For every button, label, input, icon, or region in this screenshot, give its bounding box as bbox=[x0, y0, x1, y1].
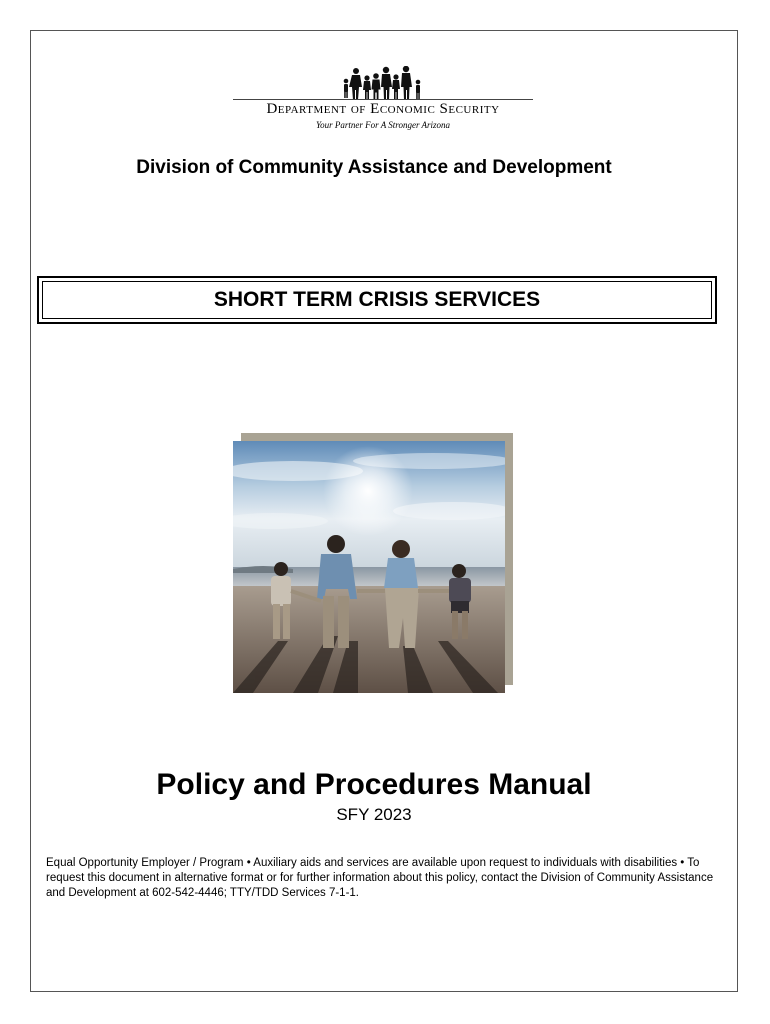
document-title: SHORT TERM CRISIS SERVICES bbox=[213, 288, 541, 311]
logo-department-name: Department of Economic Security bbox=[266, 101, 500, 117]
equal-opportunity-notice: Equal Opportunity Employer / Program • Auxiliary aids and services are available upon request to individuals with disabilities • To request this document in alternative format or for further information about this policy, contact the Division of Community Assistance and Development at 602-542-4446; TTY/TDD Services 7-1-1. bbox=[46, 857, 714, 899]
manual-year: SFY 2023 bbox=[336, 805, 412, 824]
logo-tagline: Your Partner For A Stronger Arizona bbox=[315, 120, 451, 130]
logo-rule bbox=[233, 99, 533, 100]
family-figures-icon bbox=[341, 66, 427, 100]
family-on-beach-photo bbox=[233, 441, 505, 693]
document-title-inner bbox=[42, 281, 712, 319]
beach-scene-image bbox=[233, 441, 505, 693]
division-title: Division of Community Assistance and Development bbox=[136, 157, 612, 178]
des-logo bbox=[233, 66, 533, 136]
document-title-box bbox=[37, 276, 717, 324]
manual-title: Policy and Procedures Manual bbox=[156, 768, 592, 801]
